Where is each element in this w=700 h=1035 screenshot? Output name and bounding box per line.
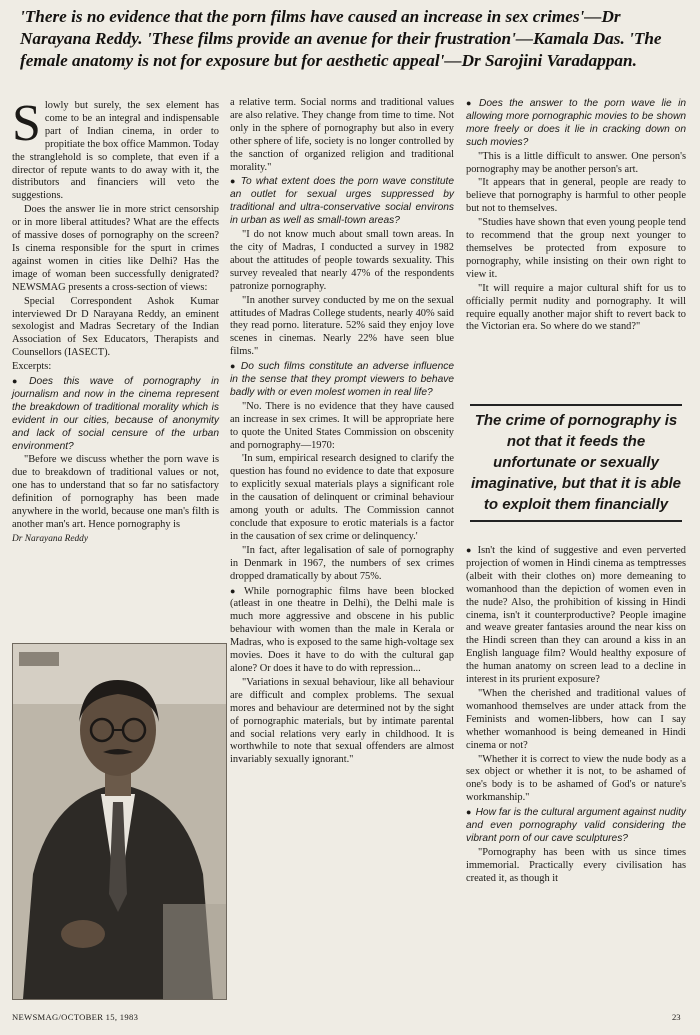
paragraph: "When the cherished and traditional values of womanhood themselves are under attack from the Feminists and women-libbers, how can I say whether womanhood is being demeaned in Hindi cinema or not? [466, 687, 686, 751]
paragraph: "Variations in sexual behaviour, like all behaviour are difficult and complex problems. The sexual mores and behaviour are determined not by the sight of pornographic materials, but by intimate parental and social relations very early in childhood. It is worthwhile to note that sexual offenders are almost invariably sexually ignorant." [230, 676, 454, 766]
interview-question: ● How far is the cultural argument against nudity and even pornography valid considering the vibrant porn of our cave sculptures? [466, 806, 686, 846]
column-1 [12, 95, 220, 547]
paragraph: Special Correspondent Ashok Kumar interviewed Dr D Narayana Reddy, an eminent sexologist and Madras Secretary of the Indian Association of Sex Educators, Therapists and Counsellors (IASECT). [12, 295, 219, 359]
paragraph: "I do not know much about small town areas. In the city of Madras, I conducted a survey in 1982 about the attitudes of people towards sexuality. This survey revealed that nearly 47% of the respondents patronize pornography. [230, 229, 454, 292]
portrait-illustration [13, 644, 226, 999]
paragraph: "No. There is no evidence that they have caused an increase in sex crimes. It will be appropriate here to quote the United States Commission on obscenity and pornography—1970: [230, 400, 454, 451]
paragraph: Excerpts: [12, 361, 52, 373]
portrait-photo [12, 643, 227, 1000]
paragraph: "It appears that in general, people are ready to believe that pornography is harmful to other people but not to themselves. [466, 177, 686, 215]
interview-question: ● Does the answer to the porn wave lie in allowing more pornographic movies to be shown more freely or does it lie in cracking down on such movies? [466, 97, 686, 150]
paragraph: 'In sum, empirical research designed to clarify the question has found no evidence to date that exposure to explicitly sexual materials plays a significant role in the causation of delinquent or criminal behaviour among youth or adults. The Commission cannot conclude that exposure to erotic materials is a factor in the causation of sex crime or delinquency.' [230, 453, 454, 542]
drop-cap: S [12, 95, 41, 152]
interview-question: ● To what extent does the porn wave constitute an outlet for sexual urges suppressed by traditional and ultra-conservative social environs in urban as well as small-town areas? [230, 175, 454, 228]
interview-question: ● Does this wave of pornography in journalism and now in the cinema represent the breakdown of traditional morality which is evident in our cities, because of anonymity and lack of social censure of the urban environment? [12, 375, 219, 453]
column-3-bottom [466, 544, 686, 887]
interview-question: ● While pornographic films have been blocked (atleast in one theatre in Delhi), the Delhi male is much more aggressive and obscene in his public behaviour with women than the male in Kerala or Madras, who is exposed to the same high-voltage sex movies. Does it have to do with the cultural gap alone? Or does it have to do with repression... [230, 585, 454, 676]
interview-question: ● Do such films constitute an adverse influence in the sense that they prompt viewers to behave badly with or even molest women in real life? [230, 360, 454, 400]
intro-paragraph [12, 95, 219, 203]
paragraph: "This is a little difficult to answer. One person's pornography may be another person's art. [466, 150, 686, 175]
column-2 [230, 97, 454, 768]
paragraph: "Studies have shown that even young people tend to recommend that the group next younger to themselves be protected from exposure to pornography, while insisting on their own right to view it. [466, 217, 686, 280]
paragraph: "In another survey conducted by me on the sexual attitudes of Madras College students, nearly 40% said they read porno. literature. 52% said they enjoy love scenes in cinemas. Nearly 22% have seen blue films." [230, 294, 454, 358]
paragraph: "Whether it is correct to view the nude body as a sex object or whether it is not, to be ashamed of one's body is to be ashamed of God's or nature's workmanship." [466, 753, 686, 804]
paragraph: Does the answer lie in more strict censorship or in more liberal attitudes? What are the effects of massive doses of pornography on the screen? Is cinema responsible for the spurt in crimes against women in cities like Delhi? Has the image of woman been successfully denigrated? NEWSMAG presents a cross-section of views: [12, 204, 219, 293]
paragraph: "In fact, after legalisation of sale of pornography in Denmark in 1967, the numbers of sex crimes dropped dramatically by about 75%. [230, 544, 454, 582]
footer-publication: NEWSMAG/OCTOBER 15, 1983 [12, 1012, 139, 1022]
column-3-top [466, 97, 686, 335]
paragraph: "Before we discuss whether the porn wave is due to breakdown of traditional values or not, one has to understand that so far no satisfactory definition of pornography has been made anywhere in the world, because one man's filth is another man's art. Hence pornography is [12, 454, 219, 530]
intro-text: lowly but surely, the sex element has come to be an integral and indispensable part of Indian cinema, in order to propitiate the box office Mammon. Today the stranglehold is so complete, that even if a director of repute wants to do away with it, the distributors and financiers will veto the suggestions. [12, 100, 219, 202]
paragraph: "Pornography has been with us since times immemorial. Practically every civilisation has created it, as though it [466, 846, 686, 884]
pull-quote: The crime of pornography is not that it feeds the unfortunate or sexually imaginative, but that it is able to exploit them financially [470, 404, 682, 522]
paragraph: a relative term. Social norms and traditional values are also relative. They change from time to time. Not only in the sphere of pornography but also in every other sphere of life, society is no longer controlled by the sanction of organized religion and traditional morality." [230, 97, 454, 173]
interview-question: ● Isn't the kind of suggestive and even perverted projection of women in Hindi cinema as temptresses (albeit with their clothes on) more demeaning to womanhood than the depiction of women even in the nude? Also, the prohibition of kissing in Hindi cinema, isn't it counterproductive? People imagine and weave greater fantasies around the near kiss on the Hindi screen than they can around a kiss in an English language film? Would healthy exposure of the human anatomy on screen lead to a decline in interest in its prurient exposure? [466, 544, 686, 687]
photo-caption: Dr Narayana Reddy [12, 533, 89, 544]
paragraph: "It will require a major cultural shift for us to officially permit nudity and pornography. It will require equally another major shift to revert back to the Victorian era. So where do we stand?" [466, 282, 686, 333]
page-number: 23 [672, 1012, 681, 1022]
headline: 'There is no evidence that the porn films have caused an increase in sex crimes'—Dr Narayana Reddy. 'These films provide an avenue for their frustration'—Kamala Das. 'The female anatomy is not for exposure but for aesthetic appeal'—Dr Sarojini Varadappan. [20, 7, 662, 70]
